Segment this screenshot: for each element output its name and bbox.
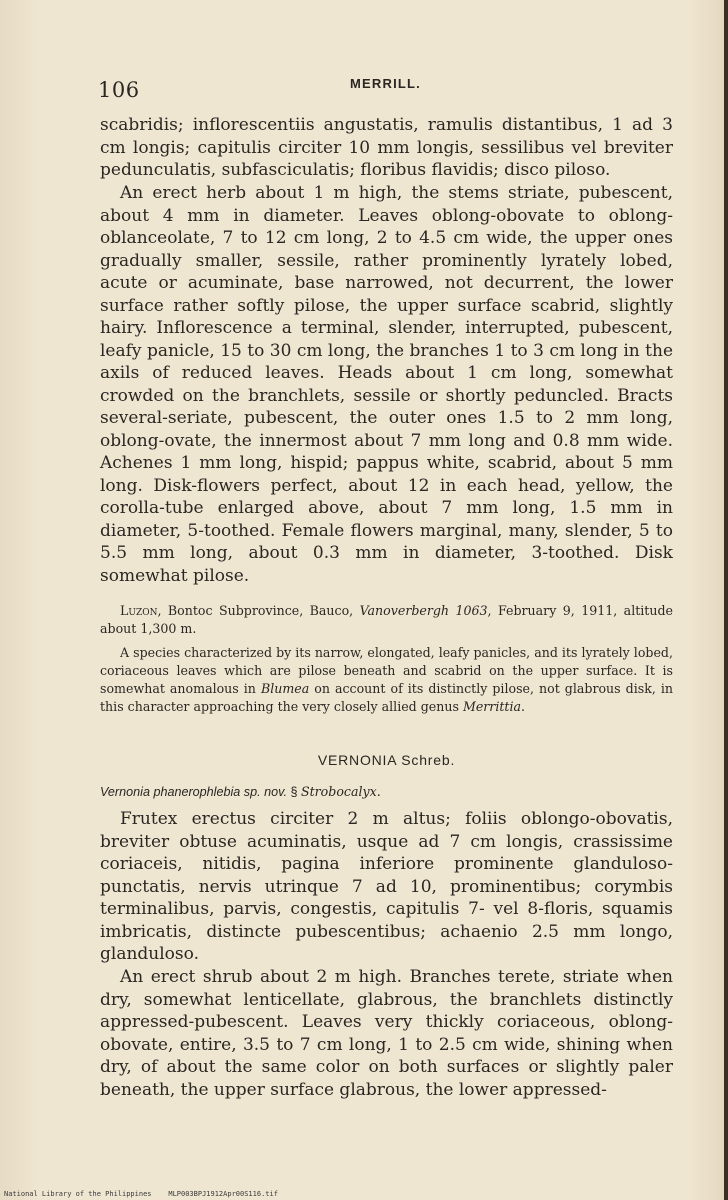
blumea-description-block [100,182,673,587]
notes-part3: . [521,699,526,714]
scan-credit: National Library of the Philippines MLP003BPJ1912Apr00S116.tif [4,1190,278,1198]
blumea-latin-continued: scabridis; inflorescentiis angustatis, ramulis distantibus, 1 ad 3 cm longis; capitulis circiter 10 mm longis, sessilibus vel breviter pedunculatis, subfasciculatis; floribus flavidis; disco piloso. [100,115,673,180]
section-sign: § [290,785,301,799]
running-head: MERRILL. [350,76,421,91]
blumea-description: An erect herb about 1 m high, the stems striate, pubescent, about 4 mm in diameter. Leaves oblong-obovate to oblong-oblanceolate, 7 to 12 cm long, 2 to 4.5 cm wide, the upper ones gradually smaller, sessile, rather prominently lyrately lobed, acute or acuminate, base narrowed, not decurrent, the lower surface rather softly pilose, the upper surface scabrid, slightly hairy. Inflorescence a terminal, slender, interrupted, pubescent, leafy panicle, 15 to 30 cm long, the branches 1 to 3 cm long in the axils of reduced leaves. Heads about 1 cm long, somewhat crowded on the branchlets, sessile or shortly peduncled. Bracts several-seriate, pubescent, the outer ones 1.5 to 2 mm long, oblong-ovate, the innermost about 7 mm long and 0.8 mm wide. Achenes 1 mm long, hispid; pappus white, scabrid, about 5 mm long. Disk-flowers perfect, about 12 in each head, yellow, the corolla-tube enlarged above, about 7 mm long, 1.5 mm in diameter, 5-toothed. Female flowers marginal, many, slender, 5 to 5.5 mm long, about 0.3 mm in diameter, 3-toothed. Disk somewhat pilose. [100,183,673,586]
vernonia-english-description: An erect shrub about 2 m high. Branches terete, striate when dry, somewhat lenticellate, glabrous, the branchlets distinctly appressed-pubescent. Leaves very thickly coriaceous, oblong-obovate, entire, 3.5 to 7 cm long, 1 to 2.5 cm wide, shining when dry, of about the same color on both surfaces or slightly paler beneath, the upper surface glabrous, the lower appressed- [100,967,673,1100]
vernonia-heading-block [100,752,673,768]
specimen-collector: Vanoverbergh 1063 [359,603,488,618]
vernonia-latin-description: Frutex erectus circiter 2 m altus; foliis oblongo-obovatis, breviter obtuse acuminatis, usque ad 7 cm longis, crassissime coriaceis, nitidis, pagina inferiore prominente glanduloso-punctatis, nervis utrinque 7 ad 10, prominentibus; corymbis terminalibus, parvis, congestis, capitulis 7- vel 8-floris, squamis imbricatis, distincte pubescentibus; achaenio 2.5 mm longo, glanduloso. [100,809,673,964]
notes-part2: on account of its distinctly pilose, not glabrous disk, in this character approaching the very closely allied genus [100,681,673,714]
specimen-date: , February 9, 1911, altitude about 1,300 m. [100,603,673,636]
page-header [98,74,673,108]
vernonia-latin-block [100,808,673,966]
specimen-citation-block [100,602,673,638]
page-number: 106 [98,78,140,102]
species-name-line [100,784,673,799]
specimen-citation [100,602,673,638]
notes-genus: Blumea [260,681,310,696]
blumea-notes-block [100,644,673,716]
specimen-locality-caps: Luzon [120,603,158,618]
section-heading: VERNONIA Schreb. [317,752,456,768]
subgenus: Strobocalyx. [300,784,381,799]
blumea-notes [100,644,673,716]
notes-allied-genus: Merrittia [462,699,522,714]
specimen-locality-rest: , Bontoc Subprovince, Bauco, [157,603,360,618]
notes-part1: A species characterized by its narrow, elongated, leafy panicles, and its lyrately lobed, coriaceous leaves which are pilose beneath and scabrid on the upper surface. It is somewhat anomalous in [100,645,673,696]
vernonia-english-block [100,966,673,1101]
page-edge [724,0,728,1200]
blumea-latin-continued-block [100,114,673,182]
species-name-block [100,784,673,799]
species-name: Vernonia phanerophlebia sp. nov. [100,785,287,799]
